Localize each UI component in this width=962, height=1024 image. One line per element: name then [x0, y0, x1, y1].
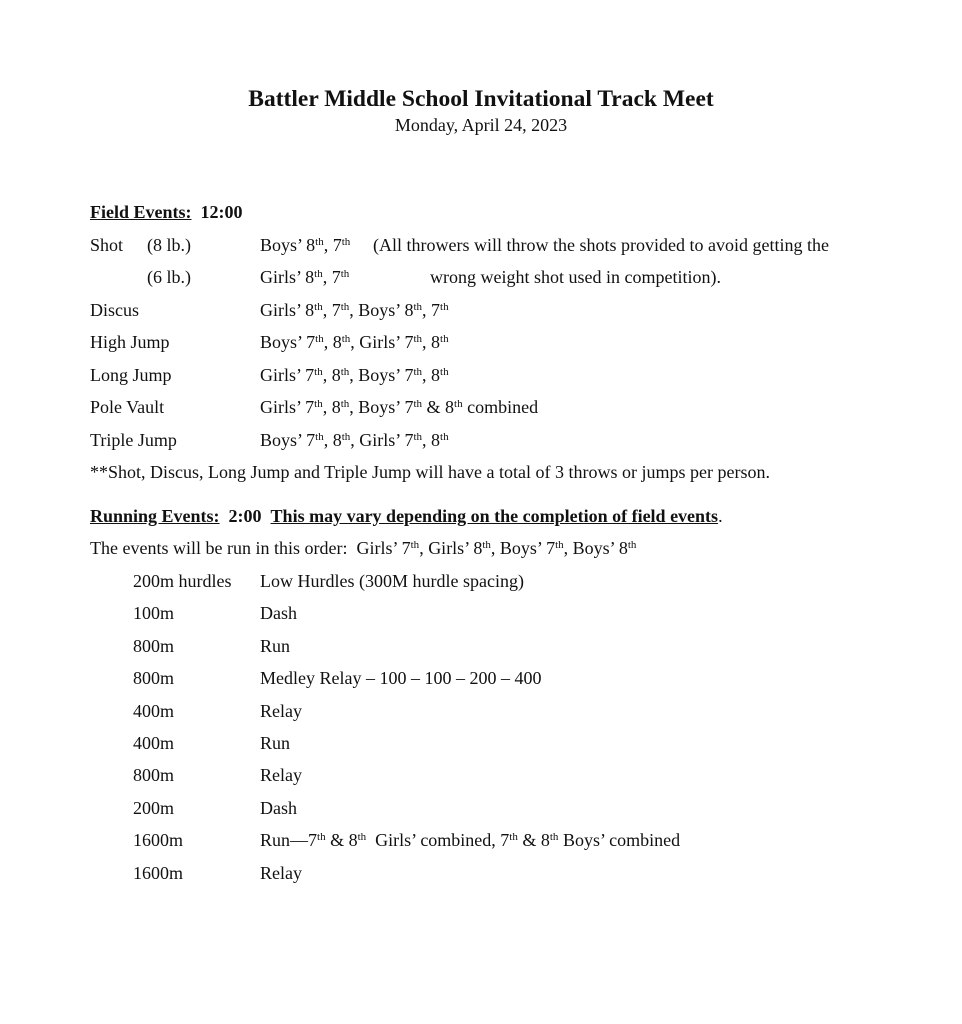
discus-label: Discus	[90, 300, 139, 320]
field-events-note: **Shot, Discus, Long Jump and Triple Jump will have a total of 3 throws or jumps per person.	[90, 462, 770, 482]
running-vary-note: This may vary depending on the completion of field events	[270, 506, 719, 526]
event-distance: 100m	[133, 603, 175, 623]
event-distance: 800m	[133, 765, 175, 785]
event-name: Dash	[260, 798, 297, 818]
high-jump-label: High Jump	[90, 332, 170, 352]
running-events-time: 2:00	[228, 506, 262, 526]
event-distance: 200m hurdles	[133, 571, 232, 591]
event-name: Relay	[260, 765, 302, 785]
event-distance: 400m	[133, 733, 175, 753]
event-name: Run	[260, 733, 291, 753]
running-order-line: The events will be run in this order: Girls’ 7th, Girls’ 8th, Boys’ 7th, Boys’ 8th	[90, 538, 637, 558]
meet-date: Monday, April 24, 2023	[394, 115, 568, 135]
event-name: Medley Relay – 100 – 100 – 200 – 400	[260, 668, 542, 688]
field-events-label: Field Events:	[90, 202, 192, 222]
shot-girls-grades: Girls’ 8th, 7th	[260, 267, 350, 287]
field-events-time: 12:00	[200, 202, 243, 222]
high-jump-grades: Boys’ 7th, 8th, Girls’ 7th, 8th	[260, 332, 449, 352]
field-events-heading	[90, 201, 243, 223]
running-order-intro: The events will be run in this order:	[90, 538, 348, 558]
shot-note-line-1: (All throwers will throw the shots provided to avoid getting the	[373, 235, 829, 255]
event-name: Run	[260, 636, 291, 656]
event-distance: 400m	[133, 701, 175, 721]
pole-vault-grades: Girls’ 7th, 8th, Boys’ 7th & 8th combined	[260, 397, 539, 417]
pole-vault-label: Pole Vault	[90, 397, 165, 417]
shot-boys-grades: Boys’ 8th, 7th	[260, 235, 351, 255]
discus-grades: Girls’ 8th, 7th, Boys’ 8th, 7th	[260, 300, 449, 320]
triple-jump-label: Triple Jump	[90, 430, 177, 450]
event-distance: 200m	[133, 798, 175, 818]
event-distance: 1600m	[133, 863, 184, 883]
event-name: Relay	[260, 701, 302, 721]
event-name: Low Hurdles (300M hurdle spacing)	[260, 571, 524, 591]
shot-weight-girls: (6 lb.)	[147, 267, 191, 287]
long-jump-grades: Girls’ 7th, 8th, Boys’ 7th, 8th	[260, 365, 449, 385]
long-jump-label: Long Jump	[90, 365, 172, 385]
event-name: Relay	[260, 863, 302, 883]
triple-jump-grades: Boys’ 7th, 8th, Girls’ 7th, 8th	[260, 430, 449, 450]
running-events-label: Running Events:	[90, 506, 220, 526]
event-distance: 1600m	[133, 830, 184, 850]
page-title: Battler Middle School Invitational Track Meet	[248, 86, 714, 112]
event-name-combined: Run—7th & 8th Girls’ combined, 7th & 8th Boys’ combined	[260, 830, 681, 850]
shot-note-line-2: wrong weight shot used in competition).	[430, 267, 721, 287]
shot-weight-boys: (8 lb.)	[147, 235, 191, 255]
event-name: Dash	[260, 603, 297, 623]
event-distance: 800m	[133, 636, 175, 656]
shot-label: Shot	[90, 235, 124, 255]
running-events-heading: Running Events: 2:00 This may vary depending on the completion of field events.	[90, 506, 723, 526]
event-distance: 800m	[133, 668, 175, 688]
event-name: Run—	[260, 830, 309, 850]
